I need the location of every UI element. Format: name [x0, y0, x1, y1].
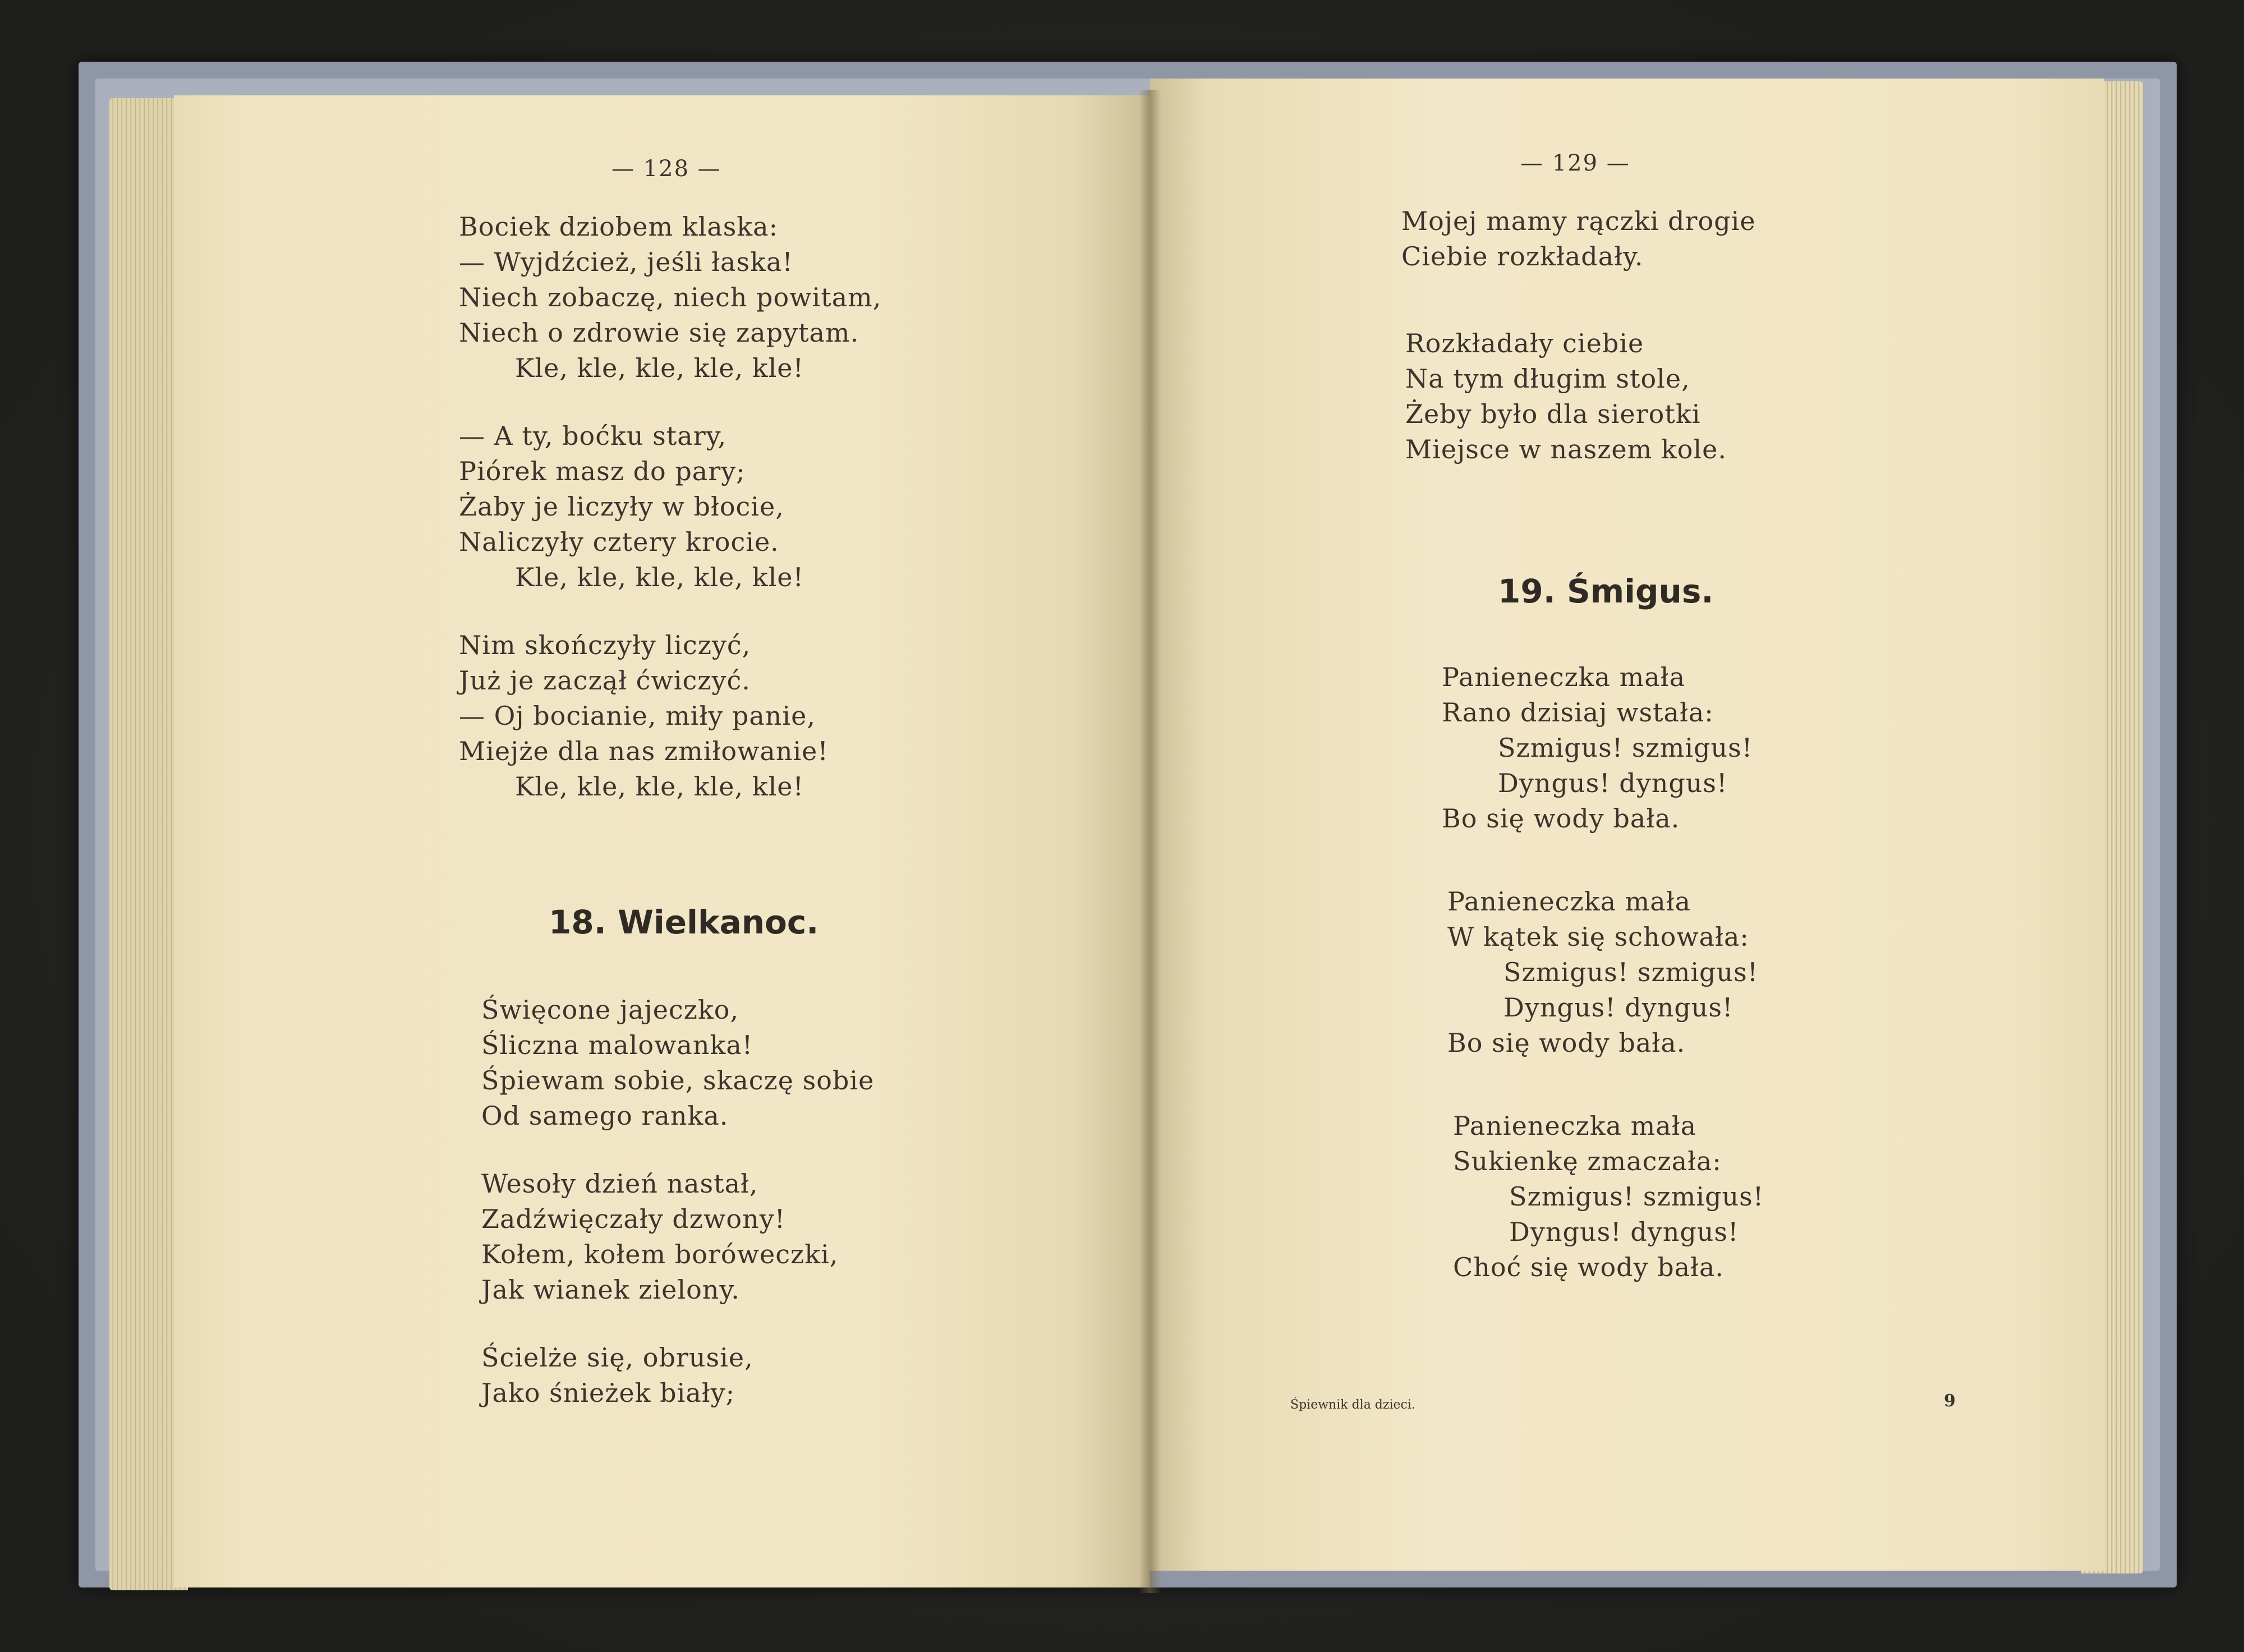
verse-line: Rozkładały ciebie [1405, 328, 1644, 358]
verse-line: Naliczyły cztery krocie. [459, 527, 779, 557]
refrain-line: Kle, kle, kle, kle, kle! [515, 562, 804, 592]
verse-line: Miejże dla nas zmiłowanie! [459, 736, 829, 766]
verse-line: Żeby było dla sierotki [1405, 399, 1701, 429]
refrain-line: Dyngus! dyngus! [1498, 768, 1728, 798]
verse-line: Bo się wody bała. [1447, 1028, 1686, 1058]
verse-line: Śliczna malowanka! [481, 1030, 753, 1060]
verse-line: Miejsce w naszem kole. [1405, 434, 1727, 464]
verse-line: — Oj bocianie, miły panie, [459, 701, 816, 731]
refrain-line: Szmigus! szmigus! [1509, 1181, 1764, 1212]
verse-line: Wesoły dzień nastał, [481, 1168, 758, 1199]
refrain-line: Dyngus! dyngus! [1503, 992, 1733, 1023]
page-footer: Śpiewnik dla dzieci. [1290, 1398, 1415, 1412]
verse-line: Zadźwięczały dzwony! [481, 1204, 786, 1234]
section-title-smigus: 19. Śmigus. [1498, 572, 1714, 610]
verse-line: Ciebie rozkładały. [1401, 241, 1644, 272]
verse-line: Panieneczka mała [1447, 886, 1691, 917]
verse-line: Na tym długim stole, [1405, 363, 1690, 394]
book-gutter [1139, 90, 1161, 1593]
verse-line: Już je zaczął ćwiczyć. [459, 665, 751, 696]
verse-line: Jak wianek zielony. [481, 1274, 740, 1305]
refrain-line: Szmigus! szmigus! [1498, 733, 1753, 763]
verse-line: Kołem, kołem boróweczki, [481, 1239, 839, 1269]
verse-line: Piórek masz do pary; [459, 456, 746, 486]
verse-line: Mojej mamy rączki drogie [1401, 206, 1756, 236]
verse-line: Od samego ranka. [481, 1101, 729, 1131]
verse-line: — Wyjdźcież, jeśli łaska! [459, 247, 793, 277]
verse-line: Panieneczka mała [1442, 662, 1686, 692]
verse-line: Choć się wody bała. [1453, 1252, 1725, 1282]
verse-line: Nim skończyły liczyć, [459, 630, 751, 660]
verse-line: Niech zobaczę, niech powitam, [459, 282, 882, 312]
left-page [174, 95, 1150, 1587]
verse-line: Rano dzisiaj wstała: [1442, 697, 1714, 728]
verse-line: Bo się wody bała. [1442, 803, 1680, 834]
refrain-line: Dyngus! dyngus! [1509, 1217, 1739, 1247]
right-page [1150, 79, 2104, 1571]
verse-line: Żaby je liczyły w błocie, [459, 491, 784, 522]
verse-line: Panieneczka mała [1453, 1111, 1697, 1141]
verse-line: Ścielże się, obrusie, [481, 1342, 753, 1373]
verse-line: Sukienkę zmaczała: [1453, 1146, 1722, 1176]
verse-line: Jako śnieżek biały; [481, 1378, 735, 1408]
verse-line: W kątek się schowała: [1447, 922, 1749, 952]
section-title-wielkanoc: 18. Wielkanoc. [549, 903, 819, 941]
page-number-right: — 129 — [1520, 150, 1630, 176]
verse-line: Niech o zdrowie się zapytam. [459, 317, 859, 348]
refrain-line: Kle, kle, kle, kle, kle! [515, 771, 804, 802]
signature-mark: 9 [1944, 1391, 1956, 1411]
verse-line: — A ty, boćku stary, [459, 421, 727, 451]
verse-line: Śpiewam sobie, skaczę sobie [481, 1065, 875, 1096]
page-number-left: — 128 — [611, 156, 721, 182]
verse-line: Bociek dziobem klaska: [459, 211, 779, 242]
refrain-line: Kle, kle, kle, kle, kle! [515, 353, 804, 383]
refrain-line: Szmigus! szmigus! [1503, 957, 1759, 987]
verse-line: Święcone jajeczko, [481, 995, 739, 1025]
